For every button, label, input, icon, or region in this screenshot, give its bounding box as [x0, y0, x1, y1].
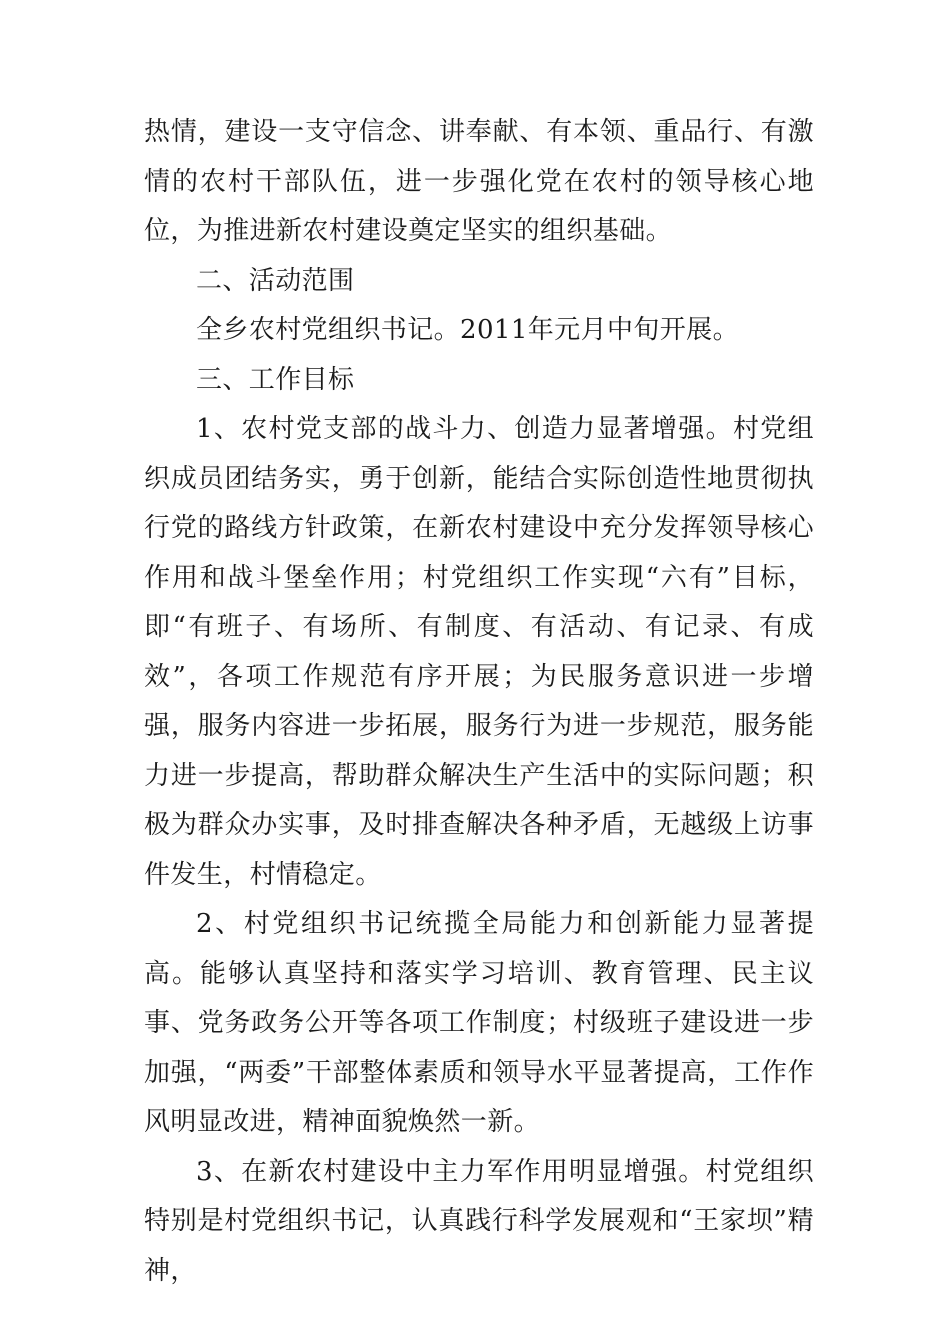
paragraph-goal-1: 1、农村党支部的战斗力、创造力显著增强。村党组织成员团结务实，勇于创新，能结合实际创造性地贯彻执行党的路线方针政策，在新农村建设中充分发挥领导核心作用和战斗堡垒作用；村党组织工作实现“六有”目标，即“有班子、有场所、有制度、有活动、有记录、有成效”，各项工作规范有序开展；为民服务意识进一步增强，服务内容进一步拓展，服务行为进一步规范，服务能力进一步提高，帮助群众解决生产生活中的实际问题；积极为群众办实事，及时排查解决各种矛盾，无越级上访事件发生，村情稳定。: [144, 414, 814, 890]
document-body: [144, 108, 814, 1296]
paragraph-continuation: 热情，建设一支守信念、讲奉献、有本领、重品行、有激情的农村干部队伍，进一步强化党在农村的领导核心地位，为推进新农村建设奠定坚实的组织基础。: [144, 117, 814, 246]
section-heading-scope: 二、活动范围: [196, 265, 355, 296]
section-heading-goals: 三、工作目标: [196, 364, 355, 395]
paragraph-goal-2: 2、村党组织书记统揽全局能力和创新能力显著提高。能够认真坚持和落实学习培训、教育管理、民主议事、党务政务公开等各项工作制度；村级班子建设进一步加强，“两委”干部整体素质和领导水平显著提高，工作作风明显改进，精神面貌焕然一新。: [144, 909, 814, 1137]
paragraph-scope: 全乡农村党组织书记。2011年元月中旬开展。: [196, 315, 739, 345]
paragraph-goal-3: 3、在新农村建设中主力军作用明显增强。村党组织特别是村党组织书记，认真践行科学发展观和“王家坝”精神，: [144, 1156, 814, 1286]
